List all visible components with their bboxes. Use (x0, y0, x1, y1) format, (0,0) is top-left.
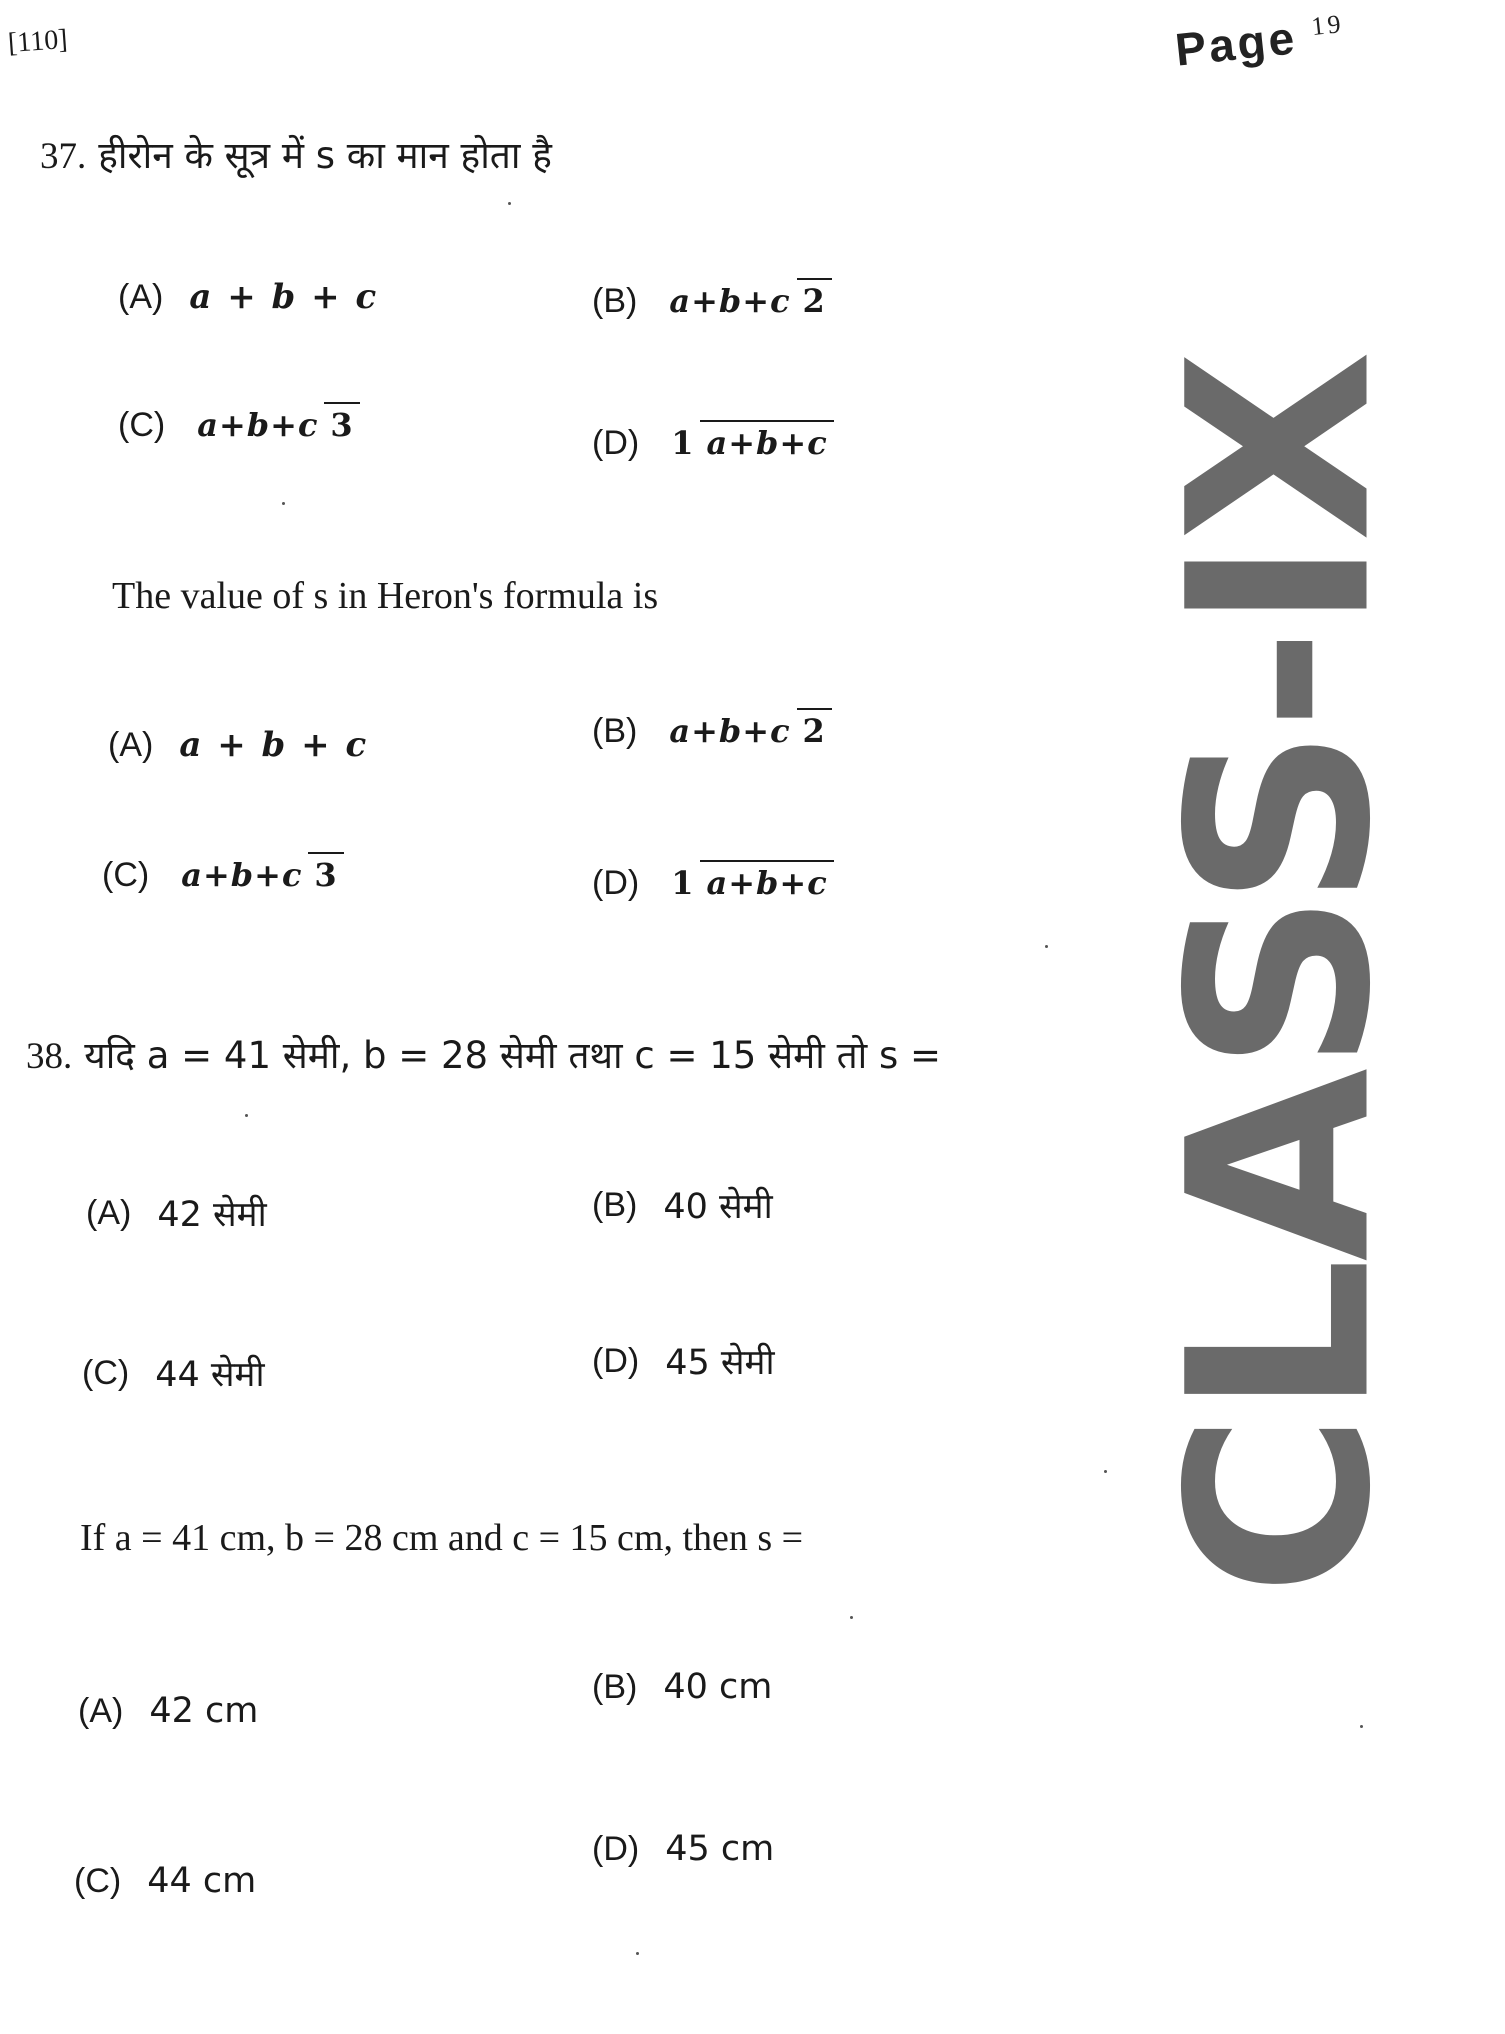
option-label: (A) (108, 725, 154, 764)
q38-english-option-b (592, 1666, 772, 1707)
class-watermark (1134, 353, 1426, 1597)
scan-speck (282, 502, 285, 505)
option-label: (B) (592, 711, 638, 750)
fraction-denominator: a+b+c (700, 860, 833, 902)
question-37-english: The value of s in Heron's formula is (112, 575, 659, 617)
page-number-label (1173, 5, 1347, 76)
fraction-numerator: a+b+c (197, 406, 319, 444)
q37-hindi-option-b (592, 280, 832, 321)
q38-hindi-option-d (592, 1338, 775, 1385)
q37-english-option-c (102, 854, 344, 895)
option-label: (A) (78, 1691, 124, 1730)
q37-hindi-option-a (118, 276, 378, 317)
option-value: 44 cm (147, 1861, 257, 1901)
question-38-hindi (26, 1028, 941, 1079)
fraction-numerator: a+b+c (181, 856, 303, 894)
page-code: [110] (6, 23, 69, 60)
option-label: (B) (592, 281, 638, 320)
question-38-english: If a = 41 cm, b = 28 cm and c = 15 cm, then s = (80, 1517, 804, 1559)
option-fraction (663, 281, 831, 321)
option-label: (B) (592, 1667, 638, 1706)
fraction-denominator: a+b+c (700, 420, 833, 462)
fraction-numerator: 1 (671, 424, 695, 462)
fraction-denominator: 3 (308, 852, 343, 894)
q37-hindi-option-d (592, 422, 834, 463)
fraction-denominator: 2 (797, 278, 832, 320)
question-text: हीरोन के सूत्र में s का मान होता है (98, 134, 552, 177)
option-label: (D) (592, 1342, 640, 1380)
option-value: 44 सेमी (155, 1355, 265, 1395)
option-value: 45 सेमी (665, 1343, 775, 1383)
option-expression: a + b + c (189, 277, 379, 317)
q38-hindi-option-a (86, 1190, 267, 1237)
option-fraction (665, 863, 833, 903)
scan-speck (1045, 945, 1048, 948)
option-expression: a + b + c (179, 725, 369, 765)
fraction-numerator: a+b+c (669, 282, 791, 320)
question-text: यदि a = 41 सेमी, b = 28 सेमी तथा c = 15 सेमी तो s = (84, 1034, 942, 1077)
scan-speck (636, 1952, 639, 1955)
option-value: 40 सेमी (663, 1187, 773, 1227)
q37-hindi-option-c (118, 404, 360, 445)
scan-speck (850, 1616, 853, 1619)
option-label: (D) (592, 423, 640, 462)
option-label: (D) (592, 863, 640, 902)
q38-english-option-d (592, 1828, 774, 1869)
option-label: (C) (102, 855, 150, 894)
question-number: 37. (40, 136, 87, 177)
option-label: (C) (82, 1354, 130, 1392)
page-word: Page (1173, 11, 1300, 76)
option-fraction (191, 405, 359, 445)
q37-english-option-a (108, 724, 368, 765)
option-label: (C) (118, 405, 166, 444)
q37-english-option-d (592, 862, 834, 903)
scan-speck (1360, 1725, 1363, 1728)
question-37-hindi (40, 128, 552, 179)
option-label: (D) (592, 1829, 640, 1868)
option-value: 45 cm (665, 1829, 775, 1869)
q38-hindi-option-c (82, 1350, 265, 1397)
option-label: (A) (118, 277, 164, 316)
option-fraction (665, 423, 833, 463)
fraction-denominator: 3 (324, 402, 359, 444)
option-value: 42 सेमी (157, 1195, 267, 1235)
option-label: (B) (592, 1186, 638, 1224)
option-fraction (175, 855, 343, 895)
option-label: (C) (74, 1861, 122, 1900)
page-number: 19 (1310, 8, 1346, 42)
option-value: 42 cm (149, 1691, 259, 1731)
q37-english-option-b (592, 710, 832, 751)
watermark-text: CLASS-IX (1134, 353, 1426, 1597)
option-fraction (663, 711, 831, 751)
option-value: 40 cm (663, 1667, 773, 1707)
option-label: (A) (86, 1194, 132, 1232)
scan-speck (1104, 1470, 1107, 1473)
question-number: 38. (26, 1036, 73, 1077)
fraction-numerator: a+b+c (669, 712, 791, 750)
q38-hindi-option-b (592, 1182, 773, 1229)
fraction-numerator: 1 (671, 864, 695, 902)
fraction-denominator: 2 (797, 708, 832, 750)
q38-english-option-a (78, 1690, 258, 1731)
scan-speck (245, 1114, 248, 1117)
q38-english-option-c (74, 1860, 256, 1901)
scan-speck (508, 202, 511, 205)
